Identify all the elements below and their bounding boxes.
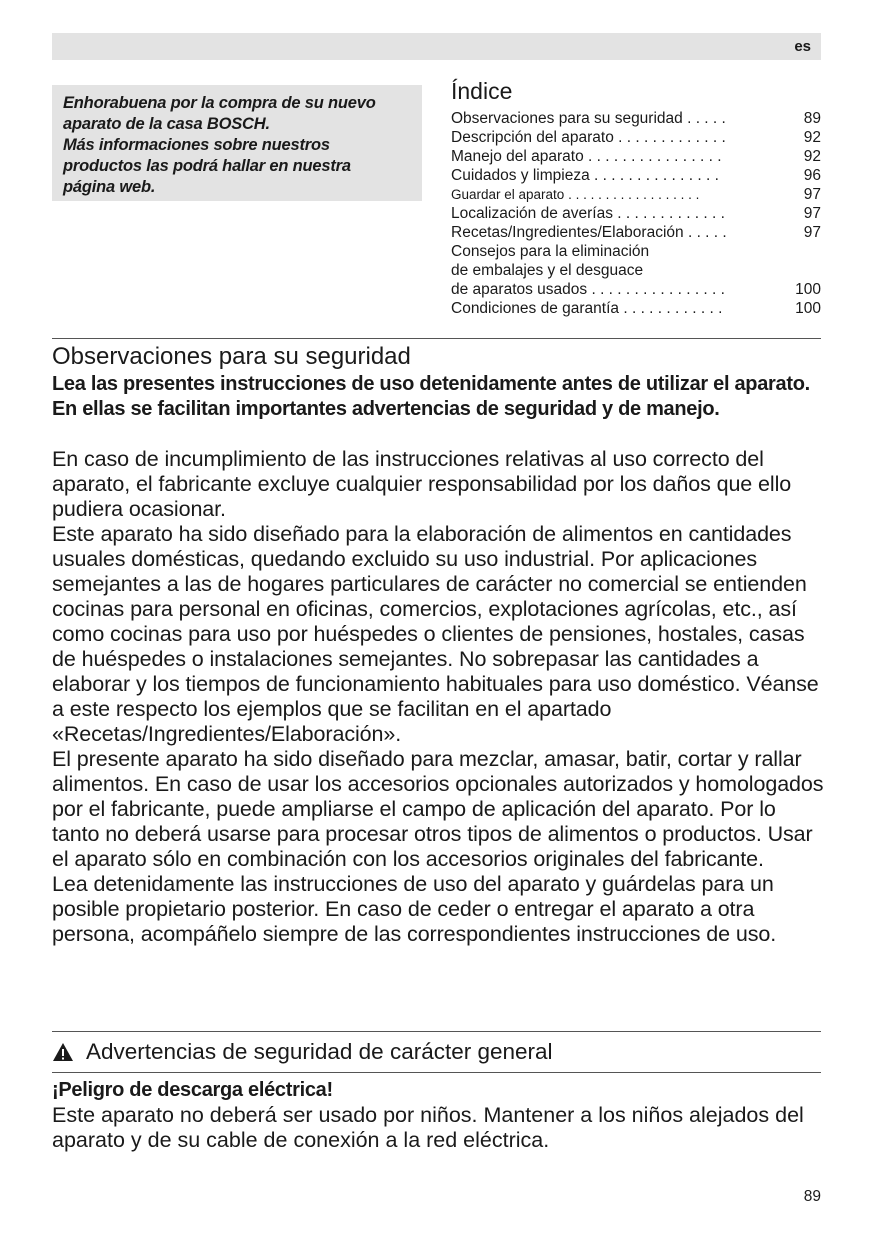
safety-body: [52, 447, 827, 947]
toc-item: Localización de averías . . . . . . . . . . . . . 97: [451, 205, 821, 222]
toc-page: 100: [795, 300, 821, 317]
toc-page: 96: [803, 167, 821, 184]
danger-title: ¡Peligro de descarga eléctrica!: [52, 1079, 333, 1101]
toc-page: 97: [803, 205, 821, 222]
warning-title-text: Advertencias de seguridad de carácter general: [86, 1039, 553, 1064]
paragraph: Lea detenidamente las instrucciones de uso del aparato y guárdelas para un posible propietario posterior. En caso de ceder o entregar el aparato a otra persona, acompáñelo siempre de las correspondientes instrucciones de uso.: [52, 872, 777, 946]
divider: [52, 1031, 821, 1032]
bold-intro: Lea las presentes instrucciones de uso detenidamente antes de utilizar el aparato. En ellas se facilitan importantes advertencias de seguridad y de manejo.: [52, 373, 810, 420]
danger-text: Este aparato no deberá ser usado por niños. Mantener a los niños alejados del aparato y de su cable de conexión a la red eléctrica.: [52, 1103, 804, 1152]
toc-item: Observaciones para su seguridad . . . . . 89: [451, 110, 821, 127]
paragraph: Este aparato ha sido diseñado para la elaboración de alimentos en cantidades usuales domésticas, quedando excluido su uso industrial. Por aplicaciones semejantes a las de hogares particulares de carácter no comercial se entienden cocinas para personal en oficinas, comercios, explotaciones agrícolas, etc., así como cocinas para uso por huéspedes o clientes de pensiones, hostales, casas de huéspedes o instalaciones semejantes. No sobrepasar las cantidades a elaborar y los tiempos de funcionamiento habituales para uso doméstico. Véanse a este respecto los ejemplos que se facilitan en el apartado «Recetas/Ingredientes/Elaboración».: [52, 522, 819, 746]
warning-heading: [52, 1038, 553, 1066]
paragraph: En caso de incumplimiento de las instrucciones relativas al uso correcto del aparato, el fabricante excluye cualquier responsabilidad por los daños que ello pudiera ocasionar.: [52, 447, 792, 521]
toc-item: Guardar el aparato . . . . . . . . . . . . . . . . . . 97: [451, 186, 821, 203]
warning-icon: [52, 1042, 74, 1062]
toc-title: Índice: [451, 78, 513, 104]
toc-item: Cuidados y limpieza . . . . . . . . . . . . . . . 96: [451, 167, 821, 184]
toc-page: 97: [803, 224, 821, 241]
intro-text: Enhorabuena por la compra de su nuevo aparato de la casa BOSCH. Más informaciones sobre nuestros productos las podrá hallar en nuestra página web.: [63, 94, 376, 196]
toc-item: Consejos para la eliminación de embalajes y el desguace de aparatos usados . . . . . . . . . . . . . . . . 100: [451, 243, 821, 298]
toc-page: 100: [795, 281, 821, 298]
toc-page: 92: [803, 148, 821, 165]
intro-box: [52, 85, 422, 201]
language-code: es: [794, 38, 811, 55]
table-of-contents: [451, 76, 821, 318]
paragraph: El presente aparato ha sido diseñado para mezclar, amasar, batir, cortar y rallar alimentos. En caso de usar los accesorios opcionales autorizados y homologados por el fabricante, puede ampliarse el campo de aplicación del aparato. Por lo tanto no deberá usarse para procesar otros tipos de alimentos o productos. Usar el aparato sólo en combinación con los accesorios originales del fabricante.: [52, 747, 824, 871]
toc-item: Manejo del aparato . . . . . . . . . . . . . . . . 92: [451, 148, 821, 165]
toc-item: Condiciones de garantía . . . . . . . . . . . . 100: [451, 300, 821, 317]
section-title: Observaciones para su seguridad: [52, 343, 411, 370]
toc-item: Recetas/Ingredientes/Elaboración . . . . . 97: [451, 224, 821, 241]
toc-page: 89: [803, 110, 821, 127]
toc-page: 92: [803, 129, 821, 146]
divider: [52, 338, 821, 339]
page-number: 89: [803, 1188, 821, 1205]
divider: [52, 1072, 821, 1073]
language-bar: [52, 33, 821, 60]
toc-item: Descripción del aparato . . . . . . . . . . . . . 92: [451, 129, 821, 146]
toc-page: 97: [803, 186, 821, 203]
